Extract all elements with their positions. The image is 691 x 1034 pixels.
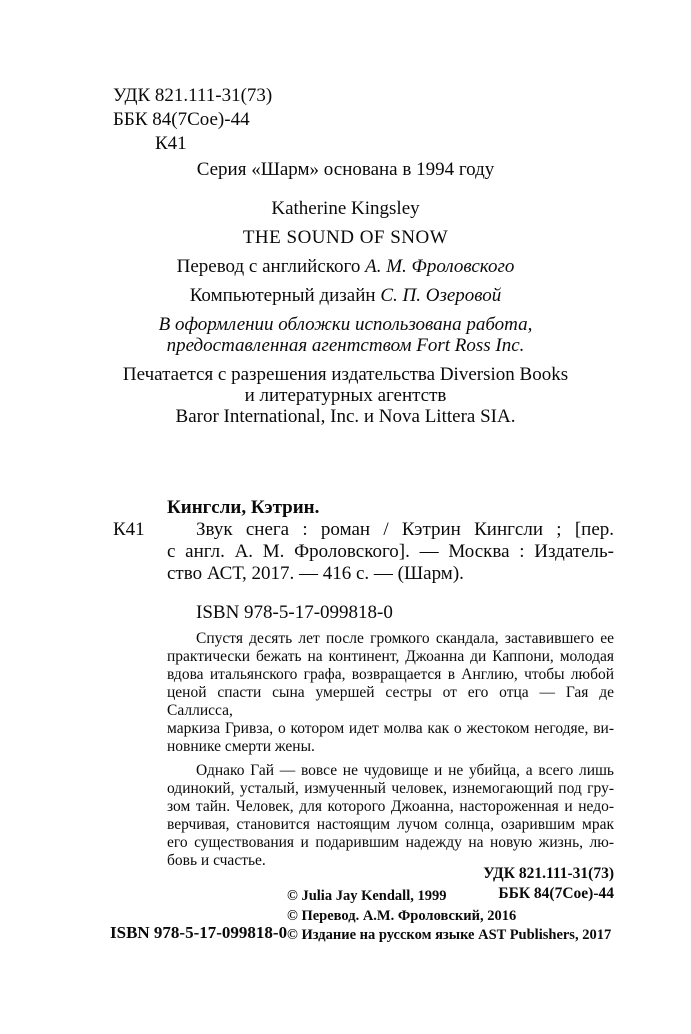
text-line: © Julia Jay Kendall, 1999 xyxy=(287,888,447,904)
bottom-isbn: ISBN 978-5-17-099818-0 xyxy=(110,923,288,942)
text-line: © Перевод. А.М. Фроловский, 2016 xyxy=(287,907,517,924)
text-line: © Издание на русском языке AST Publishers, 2017 xyxy=(287,927,612,943)
bibliographic-record xyxy=(113,519,614,585)
card-author-heading: Кингсли, Кэтрин. xyxy=(167,497,320,518)
translator-name: А. М. Фроловского xyxy=(365,256,515,277)
annotation-paragraph-1 xyxy=(167,630,614,756)
design-credit-prefix: Компьютерный дизайн xyxy=(189,285,381,306)
catalog-card xyxy=(113,496,614,904)
text-line: Спустя десять лет после громкого скандала, заставившего ее xyxy=(196,630,614,647)
text-line: ценой спасти сына умершей сестры от его отца — Гая де Саллисса, xyxy=(167,684,614,719)
text-line: его существования и подарившим надежду на новую жизнь, лю- xyxy=(167,834,614,851)
cover-art-note-line1: В оформлении обложки использована работа, xyxy=(158,314,533,335)
text-line: практически бежать на континент, Джоанна ди Каппони, молодая xyxy=(167,648,614,665)
text-line: вдова итальянского графа, возвращается в Англию, чтобы любой xyxy=(167,666,614,683)
original-title: THE SOUND OF SNOW xyxy=(242,227,449,248)
author-sign-code: К41 xyxy=(155,133,187,154)
text-line: новнике смерти жены. xyxy=(167,738,315,755)
bbk-code: ББК 84(7Сое)-44 xyxy=(113,109,250,130)
rights-note-line3: Baror International, Inc. и Nova Littera SIA. xyxy=(175,406,516,427)
copyright-block xyxy=(287,887,611,946)
text-line: верчивая, становится настоящим лучом солнца, озарившим мрак xyxy=(167,816,614,833)
udk-code: УДК 821.111-31(73) xyxy=(113,85,273,106)
translation-credit xyxy=(0,256,691,277)
card-author-sign: К41 xyxy=(113,519,145,540)
bbk-code-bottom: ББК 84(7Сое)-44 xyxy=(498,885,614,902)
udk-code-bottom: УДК 821.111-31(73) xyxy=(483,865,614,882)
cover-art-note-line2: предоставленная агентством Fort Ross Inc. xyxy=(166,335,525,356)
card-isbn: ISBN 978-5-17-099818-0 xyxy=(196,602,393,623)
record-lines xyxy=(167,519,614,585)
series-note: Серия «Шарм» основана в 1994 году xyxy=(196,159,495,180)
text-line: с англ. А. М. Фроловского]. — Москва : Издатель- xyxy=(167,541,614,562)
rights-note-line1: Печатается с разрешения издательства Diversion Books xyxy=(122,364,569,385)
text-line: ство АСТ, 2017. — 416 с. — (Шарм). xyxy=(167,563,464,584)
design-credit xyxy=(0,285,691,306)
designer-name: С. П. Озеровой xyxy=(380,285,502,306)
text-line: одинокий, усталый, измученный человек, изнемогающий под гру- xyxy=(167,780,614,797)
text-line: маркиза Гривза, о котором идет молва как о жестоком негодяе, ви- xyxy=(167,720,614,737)
text-line: Звук снега : роман / Кэтрин Кингсли ; [пер. xyxy=(196,519,614,540)
annotation-paragraph-2 xyxy=(167,762,614,870)
translation-credit-prefix: Перевод с английского xyxy=(176,256,366,277)
original-author: Katherine Kingsley xyxy=(271,198,420,219)
title-block xyxy=(0,159,691,427)
text-line: зом тайн. Человек, для которого Джоанна, настороженная и недо- xyxy=(167,798,614,815)
text-line: бовь и счастье. xyxy=(167,852,266,869)
text-line: Однако Гай — вовсе не чудовище и не убийца, а всего лишь xyxy=(196,762,614,779)
classification-codes-top xyxy=(113,84,272,156)
rights-note-line2: и литературных агентств xyxy=(244,385,447,406)
